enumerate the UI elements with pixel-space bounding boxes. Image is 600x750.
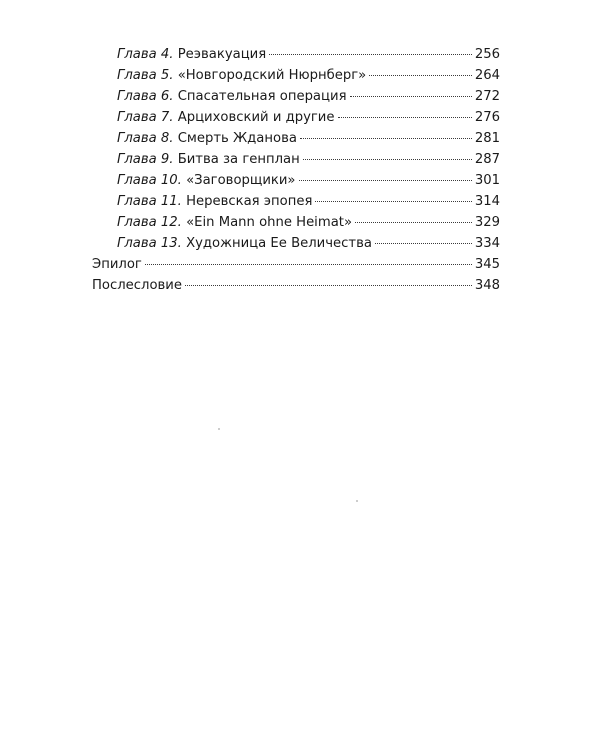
toc-entry-chapter-9 — [92, 149, 500, 170]
toc-entry-chapter-4 — [92, 44, 500, 65]
toc-entry-chapter-8 — [92, 128, 500, 149]
page-number: 329 — [474, 215, 500, 230]
table-of-contents — [92, 44, 500, 296]
toc-entry-epilogue — [92, 254, 500, 275]
toc-entry-chapter-5 — [92, 65, 500, 86]
paper-speck — [218, 428, 220, 430]
chapter-label: Глава 11. — [117, 194, 182, 209]
dot-leader — [350, 96, 472, 97]
toc-entry-title — [117, 128, 297, 149]
toc-entry-chapter-6 — [92, 86, 500, 107]
chapter-title: Художница Ее Величества — [181, 236, 372, 251]
toc-entry-chapter-13 — [92, 233, 500, 254]
dot-leader — [299, 180, 472, 181]
chapter-title: Битва за генплан — [173, 152, 300, 167]
dot-leader — [355, 222, 472, 223]
paper-speck — [356, 500, 358, 502]
toc-entry-title — [117, 107, 335, 128]
chapter-title: Неревская эпопея — [181, 194, 313, 209]
chapter-label: Глава 8. — [117, 131, 174, 146]
toc-entry-title — [117, 212, 352, 233]
section-title: Эпилог — [92, 257, 142, 272]
chapter-label: Глава 6. — [117, 89, 174, 104]
chapter-title: «Ein Mann ohne Heimat» — [181, 215, 353, 230]
dot-leader — [375, 243, 472, 244]
toc-entry-afterword — [92, 275, 500, 296]
toc-entry-chapter-11 — [92, 191, 500, 212]
section-title: Послесловие — [92, 278, 182, 293]
page-number: 287 — [474, 152, 500, 167]
page-number: 276 — [474, 110, 500, 125]
toc-entry-title — [117, 149, 300, 170]
chapter-label: Глава 7. — [117, 110, 174, 125]
page-number: 301 — [474, 173, 500, 188]
page-number: 256 — [474, 47, 500, 62]
chapter-label: Глава 4. — [117, 47, 174, 62]
dot-leader — [145, 264, 472, 265]
toc-entry-chapter-7 — [92, 107, 500, 128]
dot-leader — [369, 75, 472, 76]
page-number: 264 — [474, 68, 500, 83]
toc-entry-title — [117, 44, 266, 65]
toc-entry-title — [117, 170, 296, 191]
dot-leader — [269, 54, 472, 55]
toc-entry-title — [117, 233, 372, 254]
chapter-label: Глава 12. — [117, 215, 182, 230]
dot-leader — [303, 159, 472, 160]
chapter-title: «Заговорщики» — [181, 173, 296, 188]
page-number: 281 — [474, 131, 500, 146]
chapter-title: «Новгородский Нюрнберг» — [173, 68, 367, 83]
toc-entry-title — [117, 191, 312, 212]
chapter-label: Глава 10. — [117, 173, 182, 188]
chapter-title: Реэвакуация — [173, 47, 267, 62]
dot-leader — [300, 138, 472, 139]
toc-entry-title — [117, 86, 347, 107]
dot-leader — [315, 201, 471, 202]
chapter-title: Спасательная операция — [173, 89, 347, 104]
toc-entry-chapter-10 — [92, 170, 500, 191]
page-number: 334 — [474, 236, 500, 251]
page-number: 348 — [474, 278, 500, 293]
page-number: 272 — [474, 89, 500, 104]
dot-leader — [338, 117, 472, 118]
page-number: 345 — [474, 257, 500, 272]
chapter-label: Глава 9. — [117, 152, 174, 167]
dot-leader — [185, 285, 472, 286]
page-number: 314 — [474, 194, 500, 209]
chapter-title: Арциховский и другие — [173, 110, 335, 125]
toc-entry-chapter-12 — [92, 212, 500, 233]
chapter-label: Глава 13. — [117, 236, 182, 251]
chapter-title: Смерть Жданова — [173, 131, 297, 146]
chapter-label: Глава 5. — [117, 68, 174, 83]
toc-entry-title — [117, 65, 366, 86]
